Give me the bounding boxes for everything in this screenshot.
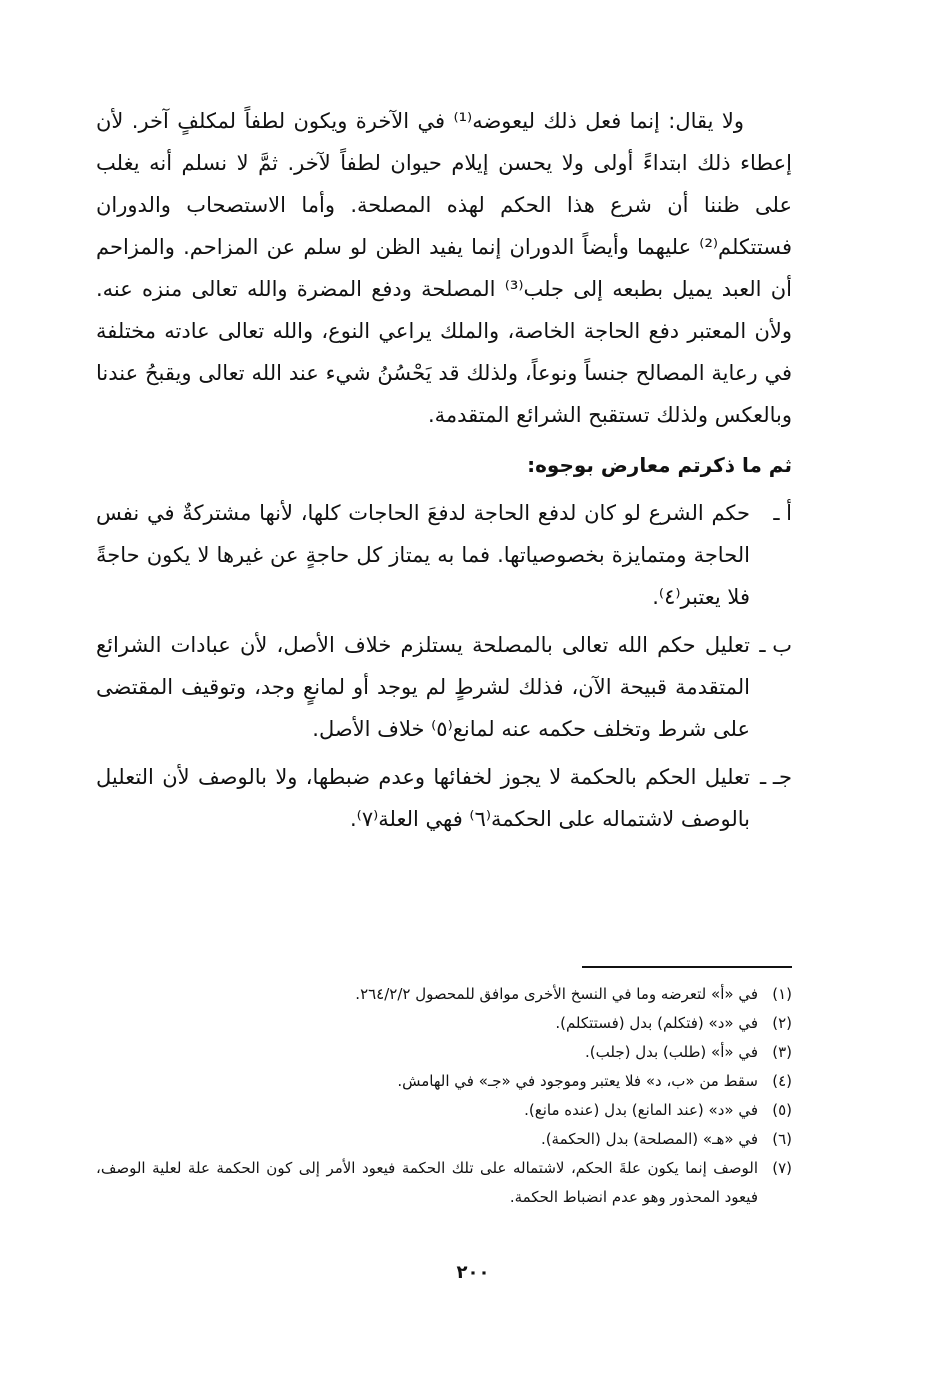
footnote-item	[96, 1009, 792, 1038]
footnote-item	[96, 1125, 792, 1154]
footnote-number: (٧)	[772, 1159, 792, 1177]
footnote-divider	[582, 966, 792, 968]
list-item-marker: جـ ـ	[760, 765, 792, 789]
footnote-text: في «د» (عند المانع) بدل (عنده مانع).	[524, 1101, 758, 1119]
footnote-number: (١)	[772, 985, 792, 1003]
list-item-text: حكم الشرع لو كان لدفع الحاجة لدفعَ الحاجات كلها، لأنها مشتركةٌ في نفس الحاجة ومتمايزة بخصوصياتها. فما به يمتاز كل حاجةٍ عن غيرها لا يكون حاجةً فلا يعتبر⁽٤⁾.	[96, 501, 750, 609]
main-text	[96, 100, 792, 840]
footnote-item	[96, 1067, 792, 1096]
footnote-text: سقط من «ب، د» فلا يعتبر وموجود في «جـ» في الهامش.	[397, 1072, 758, 1090]
section-heading: ثم ما ذكرتم معارض بوجوه:	[527, 453, 792, 477]
footnote-item	[96, 1038, 792, 1067]
footnote-text: في «د» (فتكلم) بدل (فستتكلم).	[555, 1014, 758, 1032]
footnote-list	[96, 966, 792, 1212]
footnotes-section	[96, 966, 792, 1212]
footnote-number: (٢)	[772, 1014, 792, 1032]
footnote-item	[96, 1154, 792, 1212]
page-number: ٢٠٠	[456, 1262, 490, 1283]
body-paragraph: ولا يقال: إنما فعل ذلك ليعوضه⁽¹⁾ في الآخرة ويكون لطفاً لمكلفٍ آخر. لأن إعطاء ذلك ابتداءً أولى ولا يحسن إيلام حيوان لطفاً لآخر. ثمَّ لا نسلم أنه يغلب على ظننا أن شرع هذا الحكم لهذه المصلحة. وأما الاستصحاب والدوران فستتكلم⁽²⁾ عليهما وأيضاً الدوران إنما يفيد الظن لو سلم عن المزاحم. والمزاحم أن العبد يميل بطبعه إلى جلب⁽³⁾ المصلحة ودفع المضرة والله تعالى منزه عنه. ولأن المعتبر دفع الحاجة الخاصة، والملك يراعي النوع، والله تعالى عادته مختلفة في رعاية المصالح جنساً ونوعاً، ولذلك قد يَحْسُنُ شيء عند الله تعالى ويقبحُ عندنا وبالعكس ولذلك تستقبح الشرائع المتقدمة.	[96, 109, 792, 427]
footnote-item	[96, 1096, 792, 1125]
footnote-number: (٥)	[772, 1101, 792, 1119]
list-item-text: تعليل حكم الله تعالى بالمصلحة يستلزم خلاف الأصل، لأن عبادات الشرائع المتقدمة قبيحة الآن، فذلك لشرطٍ لم يوجد أو لمانعٍ وجد، وتوقيف المقتضى على شرط وتخلف حكمه عنه لمانع⁽٥⁾ خلاف الأصل.	[96, 633, 750, 741]
list-item-jim	[96, 756, 792, 840]
footnote-number: (٣)	[772, 1043, 792, 1061]
footnote-number: (٦)	[772, 1130, 792, 1148]
list-item-marker: ب ـ	[759, 633, 792, 657]
footnote-text: في «أ» لتعرضه وما في النسخ الأخرى موافق للمحصول ٢٦٤/٢/٢.	[355, 985, 758, 1003]
footnote-item	[96, 980, 792, 1009]
list-item-text: تعليل الحكم بالحكمة لا يجوز لخفائها وعدم ضبطها، ولا بالوصف لأن التعليل بالوصف لاشتماله على الحكمة⁽٦⁾ فهي العلة⁽٧⁾.	[96, 765, 750, 831]
footnote-text: في «أ» (طلب) بدل (جلب).	[585, 1043, 758, 1061]
list-item-marker: أ ـ	[773, 501, 792, 525]
footnote-text: الوصف إنما يكون علةَ الحكم، لاشتماله على تلك الحكمة فيعود الأمر إلى كون الحكمة علة لعلية الوصف، فيعود المحذور وهو عدم انضباط الحكمة.	[96, 1159, 758, 1206]
list-item-alif	[96, 492, 792, 618]
footnote-text: في «هـ» (المصلحة) بدل (الحكمة).	[540, 1130, 758, 1148]
list-item-ba	[96, 624, 792, 750]
footnote-number: (٤)	[772, 1072, 792, 1090]
